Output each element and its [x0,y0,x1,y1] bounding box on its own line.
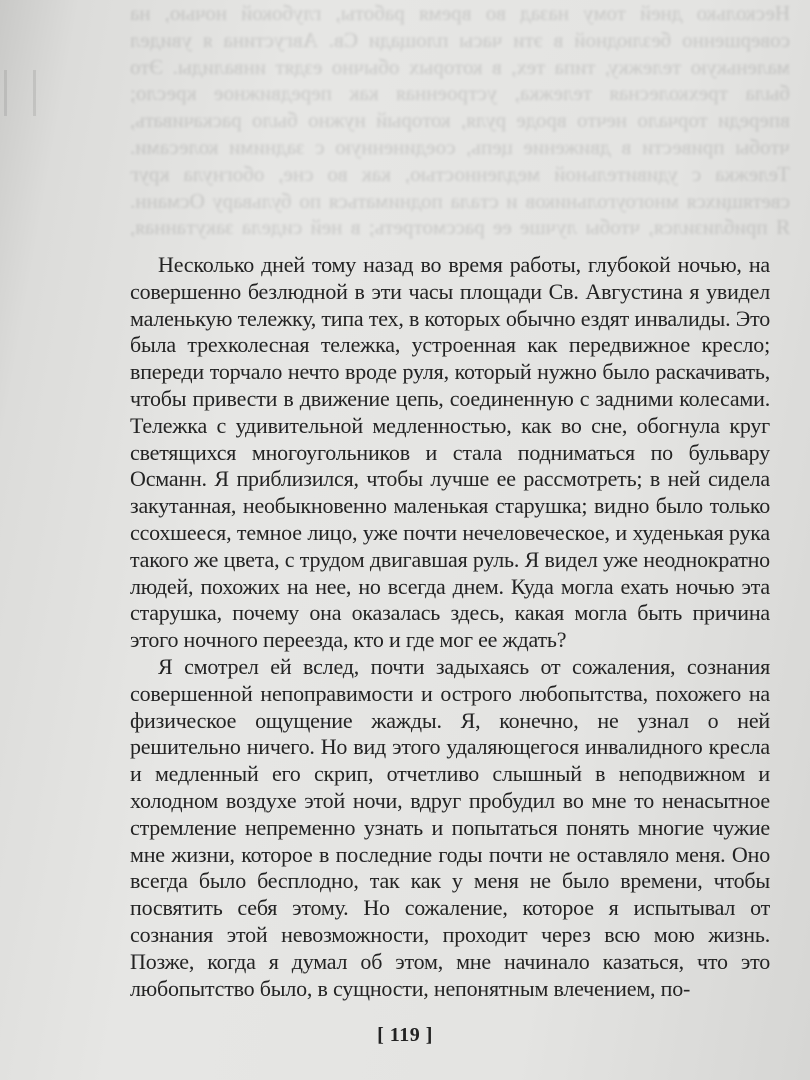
bleed-through-text [130,0,790,240]
paragraph-2: Я смотрел ей вслед, почти задыхаясь от сожаления, сознания совершенной непоправимости и острого любопытства, похожего на физическое ощущение жажды. Я, конечно, не узнал о ней решительно ничего. Но вид этого удаляющегося инвалидного кресла и медленный его скрип, отчетливо слышный в неподвижном и холодном воздухе этой ночи, вдруг пробудил во мне то ненасытное стремление непременно узнать и попытаться понять многие чужие мне жизни, которое в последние годы почти не оставляло меня. Оно всегда было бесплодно, так как у меня не было времени, чтобы посвятить себя этому. Но сожаление, которое я испытывал от сознания этой невозможности, проходит через всю мою жизнь. Позже, когда я думал об этом, мне начинало казаться, что это любопытство было, в сущности, непонятным влечением, по- [130,653,770,1001]
page-number-value: 119 [389,1024,421,1046]
bleed-through-paragraph: Несколько дней тому назад во время работы, глубокой ночью, на совершенно безлюдной в эти часы площади Св. Августина я увидел маленькую тележку, типа тех, в которых обычно ездят инвалиды. Это была трехколесная тележка, устроенная как передвижное кресло; впереди торчало нечто вроде руля, который нужно было раскачивать, чтобы привести в движение цепь, соединенную с задними колесами. Тележка с удивительной медленностью, как во сне, обогнула круг светящихся многоугольников и стала подниматься по бульвару Османн. Я приблизился, чтобы лучше ее рассмотреть; в ней сидела закутанная, [130,1,790,240]
spine-shadow [4,70,36,116]
main-text [130,252,770,1002]
paragraph-1: Несколько дней тому назад во время работы, глубокой ночью, на совершенно безлюдной в эти часы площади Св. Августина я увидел маленькую тележку, типа тех, в которых обычно ездят инвалиды. Это была трехколесная тележка, устроенная как передвижное кресло; впереди торчало нечто вроде руля, который нужно было раскачивать, чтобы привести в движение цепь, соединенную с задними колесами. Тележка с удивительной медленностью, как во сне, обогнула круг светящихся многоугольников и стала подниматься по бульвару Османн. Я приблизился, чтобы лучше ее рассмотреть; в ней сидела закутанная, необыкновенно маленькая старушка; видно было только ссохшееся, темное лицо, уже почти нечеловеческое, и худенькая рука такого же цвета, с трудом двигавшая руль. Я видел уже неоднократно людей, похожих на нее, но всегда днем. Куда могла ехать ночью эта старушка, почему она оказалась здесь, какая могла быть причина этого ночного переезда, кто и где мог ее ждать? [130,252,770,653]
page-number [0,1024,810,1047]
page-number-open-bracket: [ [377,1024,385,1046]
page-number-close-bracket: ] [425,1024,433,1046]
